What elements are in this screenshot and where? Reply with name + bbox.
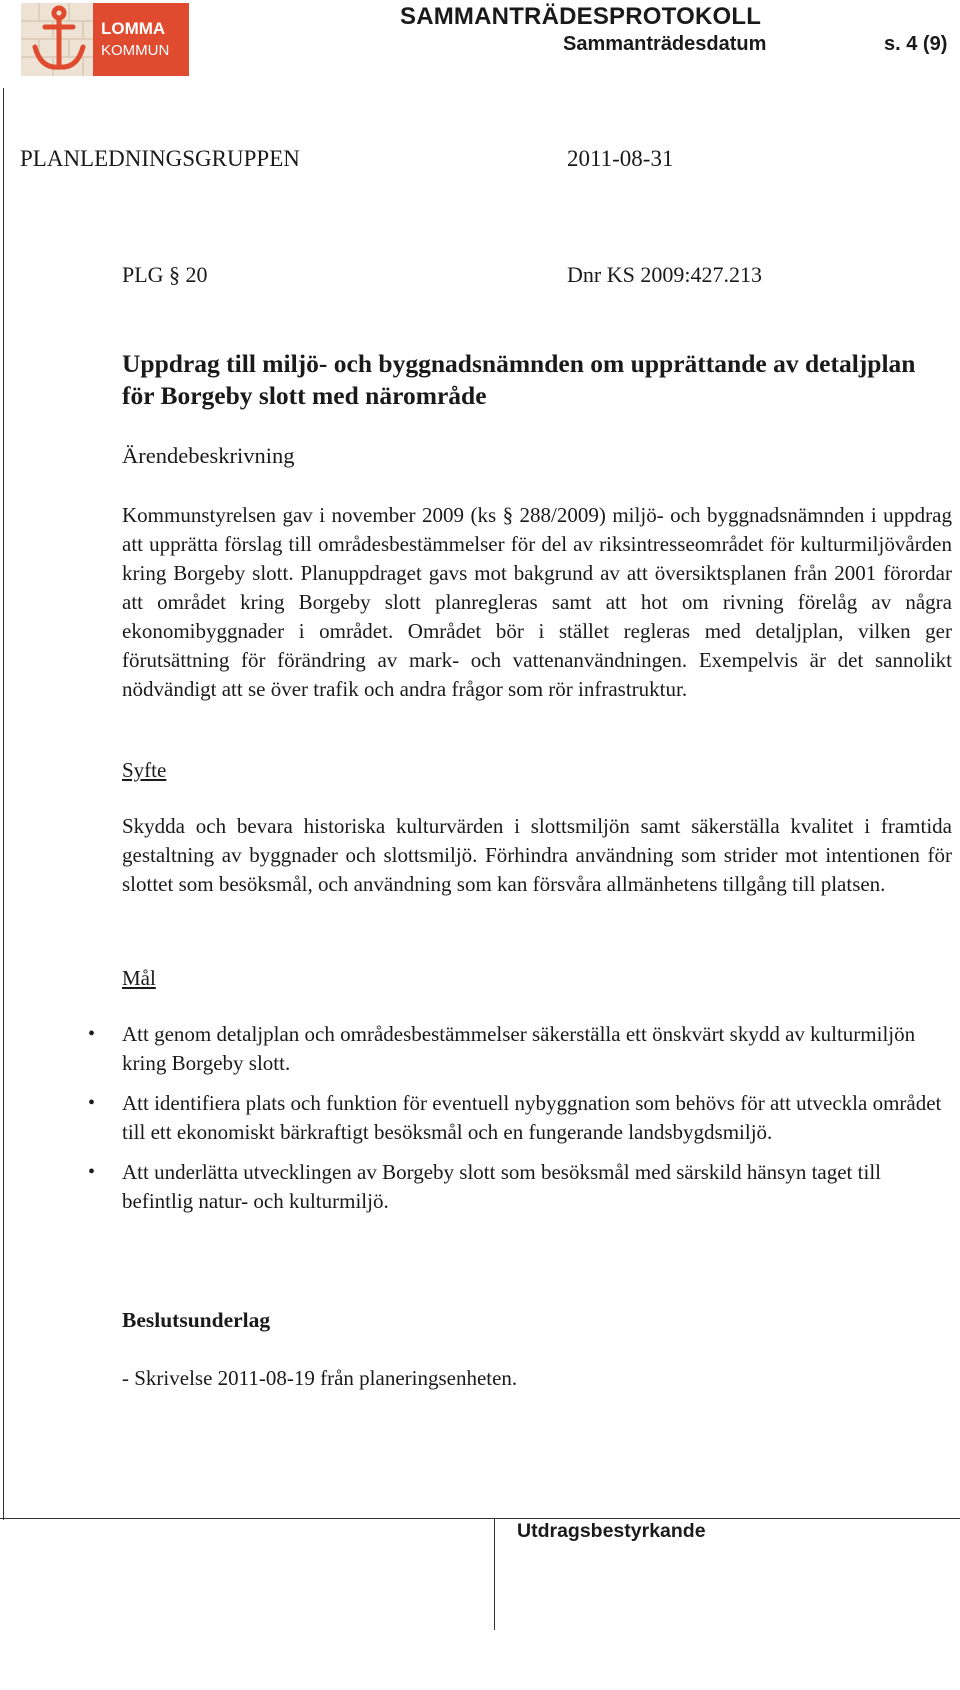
meeting-date: 2011-08-31 — [567, 146, 674, 171]
goals-heading: Mål — [122, 966, 156, 990]
purpose-text: Skydda och bevara historiska kulturvärden i slottsmiljön samt säkerställa kvalitet i framtida gestaltning av byggnader och slottsmiljö. Förhindra användning som strider mot intentionen för slottet som besöksmål, och användning som kan försvåra allmänhetens tillgång till platsen. — [122, 814, 952, 896]
goal-item — [88, 1158, 952, 1216]
goal-text: Att identifiera plats och funktion för eventuell nybyggnation som behövs för att utveckla området till ett ekonomiskt bärkraftigt besöksmål och en fungerande landsbygdsmiljö. — [122, 1091, 942, 1144]
footer-divider — [494, 1518, 495, 1630]
diary-number: Dnr KS 2009:427.213 — [567, 262, 762, 287]
logo-text-top: LOMMA — [101, 19, 166, 38]
group-name: PLANLEDNINGSGRUPPEN — [20, 146, 300, 171]
goal-item — [88, 1020, 952, 1078]
basis-text: - Skrivelse 2011-08-19 från planeringsenheten. — [122, 1366, 518, 1390]
case-title: Uppdrag till miljö- och byggnadsnämnden om upprättande av detaljplan för Borgeby slott med närområde — [122, 349, 916, 410]
bullet-icon: • — [88, 1092, 96, 1114]
goals-list — [88, 1020, 952, 1227]
meeting-date-label: Sammanträdesdatum — [563, 33, 767, 55]
description-text: Kommunstyrelsen gav i november 2009 (ks § 288/2009) miljö- och byggnadsnämnden i uppdrag att upprätta förslag till områdesbestämmelser för del av riksintresseområdet för kulturmiljövården kring Borgeby slott. Planuppdraget gavs mot bakgrund av att översiktsplanen från 2001 förordar att området kring Borgeby slott planregleras samt att hot om rivning förelåg av några ekonomibyggnader i området. Området bör i stället regleras med detaljplan, vilken ger förutsättning för förändring av mark- och vattenanvändningen. Exempelvis är det sannolikt nödvändigt att se över trafik och andra frågor som rör infrastruktur. — [122, 503, 952, 701]
logo-text-bottom: KOMMUN — [101, 42, 170, 59]
footer-rule — [0, 1518, 960, 1519]
description-heading: Ärendebeskrivning — [122, 443, 295, 468]
goal-item — [88, 1089, 952, 1147]
extract-certification-label: Utdragsbestyrkande — [517, 1520, 706, 1542]
bullet-icon: • — [88, 1023, 96, 1045]
left-margin-rule — [3, 88, 4, 1520]
protocol-title: SAMMANTRÄDESPROTOKOLL — [400, 3, 762, 30]
paragraph-reference: PLG § 20 — [122, 262, 208, 287]
basis-heading: Beslutsunderlag — [122, 1308, 271, 1332]
lomma-kommun-logo — [21, 3, 189, 76]
bullet-icon: • — [88, 1161, 96, 1183]
page-number: s. 4 (9) — [884, 33, 948, 55]
goal-text: Att genom detaljplan och områdesbestämmelser säkerställa ett önskvärt skydd av kulturmiljön kring Borgeby slott. — [122, 1022, 916, 1075]
purpose-heading: Syfte — [122, 758, 167, 782]
goal-text: Att underlätta utvecklingen av Borgeby slott som besöksmål med särskild hänsyn taget till befintlig natur- och kulturmiljö. — [122, 1160, 881, 1213]
